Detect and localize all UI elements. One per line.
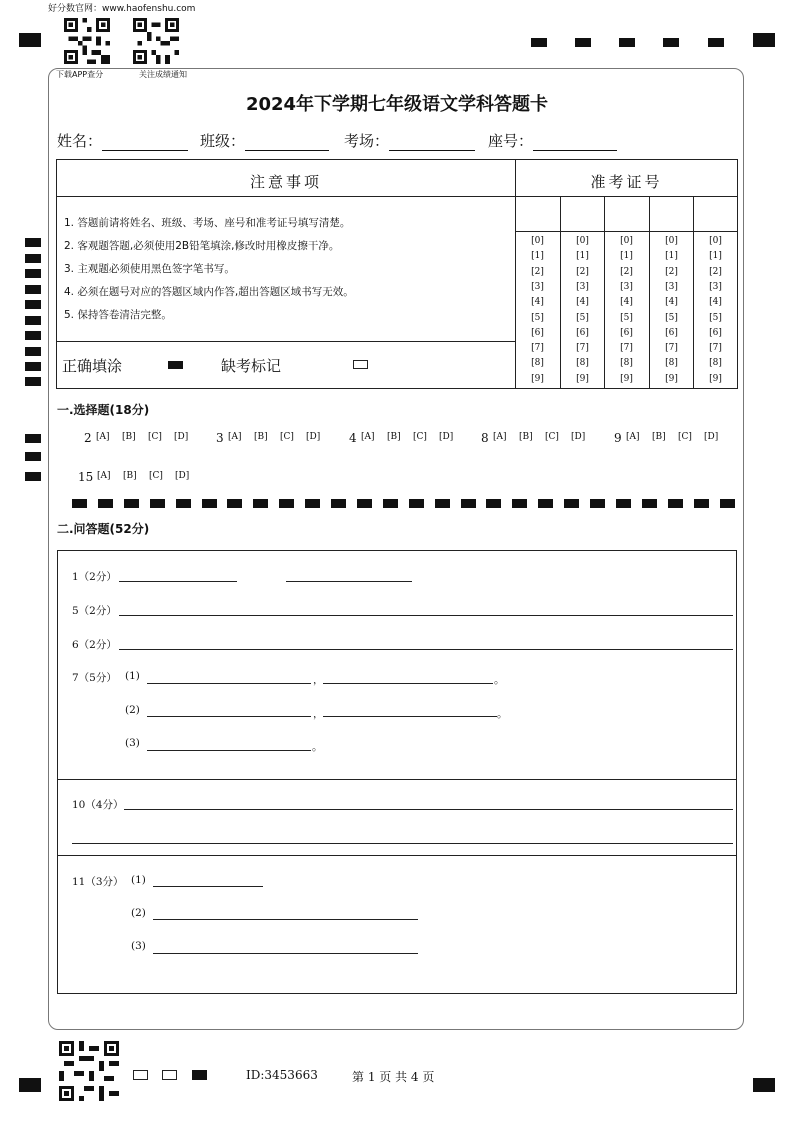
mc-question-number: 15 <box>78 470 94 484</box>
mc-option-bubble[interactable]: [B] <box>254 432 268 442</box>
exam-room-label: 考场： <box>344 132 390 150</box>
answer-line[interactable] <box>124 809 733 810</box>
question-1-label: 1（2分） <box>72 571 117 583</box>
separator-mark <box>668 499 683 508</box>
mc-question-number: 4 <box>349 431 357 445</box>
answer-box-11 <box>57 855 737 994</box>
footer-mark-empty <box>162 1070 177 1080</box>
exam-id-digit-bubble[interactable]: [8] <box>576 358 589 369</box>
separator-mark <box>253 499 268 508</box>
page-indicator: 第 1 页 共 4 页 <box>352 1070 435 1084</box>
exam-id-digit-bubble[interactable]: [4] <box>620 297 633 308</box>
exam-id-digit-bubble[interactable]: [3] <box>620 281 633 292</box>
mc-option-bubble[interactable]: [C] <box>678 432 692 442</box>
exam-id-digit-bubble[interactable]: [4] <box>576 297 589 308</box>
exam-id-digit-bubble[interactable]: [7] <box>620 343 633 354</box>
mc-option-bubble[interactable]: [D] <box>439 432 454 442</box>
separator-mark <box>98 499 113 508</box>
timing-mark <box>25 434 41 443</box>
seat-label: 座号： <box>488 132 534 150</box>
separator-mark <box>616 499 631 508</box>
exam-id-digit-bubble[interactable]: [2] <box>576 266 589 277</box>
qr-code-sheet <box>59 1041 119 1101</box>
exam-id-digit-bubble[interactable]: [7] <box>531 343 544 354</box>
corner-mark <box>19 1078 41 1092</box>
seat-field[interactable] <box>488 130 617 151</box>
timing-mark <box>25 377 41 386</box>
exam-id-digit-bubble[interactable]: [8] <box>620 358 633 369</box>
subquestion-label: (3) <box>125 737 140 749</box>
mc-option-bubble[interactable]: [A] <box>626 432 640 442</box>
exam-room-field[interactable] <box>344 130 475 151</box>
footer-mark-filled <box>192 1070 207 1080</box>
answer-line[interactable] <box>286 581 412 582</box>
separator-mark <box>435 499 450 508</box>
question-5-label: 5（2分） <box>72 605 117 617</box>
exam-id-digit-bubble[interactable]: [0] <box>620 236 633 246</box>
name-field[interactable] <box>57 130 188 151</box>
corner-mark <box>753 33 775 47</box>
class-label: 班级： <box>200 132 246 150</box>
timing-mark <box>25 300 41 309</box>
qr-caption-follow: 关注成绩通知 <box>139 70 187 79</box>
answer-line[interactable] <box>119 615 733 616</box>
timing-mark <box>708 38 724 47</box>
exam-id-digit-bubble[interactable]: [7] <box>709 343 722 354</box>
exam-id-digit-bubble[interactable]: [2] <box>620 266 633 277</box>
answer-box-10 <box>57 779 737 856</box>
exam-id-digit-bubble[interactable]: [6] <box>709 327 722 338</box>
separator-mark <box>461 499 476 508</box>
separator-mark <box>305 499 320 508</box>
timing-mark <box>575 38 591 47</box>
exam-id-digit-bubble[interactable]: [6] <box>620 327 633 338</box>
separator-mark <box>383 499 398 508</box>
exam-id-digit-bubble[interactable]: [5] <box>576 312 589 323</box>
exam-id-digit-bubble[interactable]: [6] <box>665 327 678 338</box>
separator-mark <box>564 499 579 508</box>
qr-code-download-app <box>64 18 110 64</box>
separator-mark <box>409 499 424 508</box>
separator-mark <box>176 499 191 508</box>
timing-mark <box>25 347 41 356</box>
exam-id-header: 准考证号 <box>590 173 663 191</box>
subquestion-label: (1) <box>131 874 146 886</box>
exam-id-digit-bubble[interactable]: [9] <box>531 373 544 384</box>
exam-id-digit-bubble[interactable]: [4] <box>709 297 722 308</box>
mc-question-number: 3 <box>216 431 224 445</box>
exam-id-digit-bubble[interactable]: [2] <box>531 266 544 277</box>
notice-item: 1. 答题前请将姓名、班级、考场、座号和准考证号填写清楚。 <box>64 217 351 229</box>
section1-title: 一.选择题(18分) <box>57 403 150 417</box>
exam-id-digit-bubble[interactable]: [1] <box>620 251 633 262</box>
answer-line[interactable] <box>153 886 263 887</box>
absent-mark-label: 缺考标记 <box>221 357 282 375</box>
exam-id-digit-bubble[interactable]: [3] <box>709 281 722 292</box>
separator-mark <box>538 499 553 508</box>
exam-id-digit-bubble[interactable]: [5] <box>665 312 678 323</box>
notice-item: 2. 客观题答题,必须使用2B铅笔填涂,修改时用橡皮擦干净。 <box>64 240 340 252</box>
mc-option-bubble[interactable]: [A] <box>361 432 375 442</box>
notice-item: 5. 保持答卷清洁完整。 <box>64 309 172 321</box>
timing-mark <box>25 254 41 263</box>
correct-fill-label: 正确填涂 <box>62 357 123 375</box>
answer-line[interactable] <box>147 750 311 751</box>
exam-id-digit-bubble[interactable]: [3] <box>665 281 678 292</box>
exam-id-digit-bubble[interactable]: [0] <box>531 236 544 246</box>
separator-mark <box>279 499 294 508</box>
exam-id-digit-bubble[interactable]: [1] <box>709 251 722 262</box>
exam-id-digit-bubble[interactable]: [1] <box>665 251 678 262</box>
exam-id-digit-bubble[interactable]: [7] <box>665 343 678 354</box>
mc-option-bubble[interactable]: [B] <box>652 432 666 442</box>
exam-id-digit-bubble[interactable]: [9] <box>576 373 589 384</box>
separator-mark <box>331 499 346 508</box>
mc-option-bubble[interactable]: [B] <box>122 432 136 442</box>
mc-option-bubble[interactable]: [A] <box>97 471 111 481</box>
period: 。 <box>312 741 323 753</box>
timing-mark <box>25 472 41 481</box>
corner-mark <box>19 33 41 47</box>
separator-mark <box>590 499 605 508</box>
mc-option-bubble[interactable]: [D] <box>175 471 190 481</box>
exam-id-digit-bubble[interactable]: [4] <box>665 297 678 308</box>
exam-id-digit-bubble[interactable]: [8] <box>531 358 544 369</box>
mc-option-bubble[interactable]: [C] <box>545 432 559 442</box>
exam-id-digit-bubble[interactable]: [6] <box>576 327 589 338</box>
class-field[interactable] <box>200 130 329 151</box>
timing-mark <box>25 238 41 247</box>
subquestion-label: (2) <box>125 704 140 716</box>
mc-question-number: 2 <box>84 431 92 445</box>
mc-option-bubble[interactable]: [D] <box>704 432 719 442</box>
mc-option-bubble[interactable]: [C] <box>148 432 162 442</box>
qr-code-follow-notice <box>133 18 179 64</box>
mc-option-bubble[interactable]: [C] <box>280 432 294 442</box>
timing-mark <box>619 38 635 47</box>
period: 。 <box>497 708 508 720</box>
separator-mark <box>357 499 372 508</box>
comma: ， <box>313 708 324 720</box>
footer-mark-empty <box>133 1070 148 1080</box>
exam-id-digit-bubble[interactable]: [0] <box>665 236 678 246</box>
timing-mark <box>531 38 547 47</box>
question-10-label: 10（4分） <box>72 799 124 811</box>
exam-id-digit-bubble[interactable]: [9] <box>709 373 722 384</box>
mc-option-bubble[interactable]: [B] <box>387 432 401 442</box>
timing-mark <box>25 285 41 294</box>
exam-id-digit-bubble[interactable]: [2] <box>709 266 722 277</box>
mc-option-bubble[interactable]: [B] <box>519 432 533 442</box>
question-7-label: 7（5分） <box>72 672 117 684</box>
separator-mark <box>694 499 709 508</box>
subquestion-label: (3) <box>131 940 146 952</box>
mc-option-bubble[interactable]: [A] <box>96 432 110 442</box>
exam-id-digit-bubble[interactable]: [1] <box>576 251 589 262</box>
mc-question-number: 8 <box>481 431 489 445</box>
exam-id-digit-bubble[interactable]: [5] <box>709 312 722 323</box>
correct-fill-sample <box>168 361 183 369</box>
exam-id-digit-bubble[interactable]: [9] <box>665 373 678 384</box>
mc-option-bubble[interactable]: [D] <box>174 432 189 442</box>
question-6-label: 6（2分） <box>72 639 117 651</box>
sheet-id: ID:3453663 <box>246 1068 318 1082</box>
mc-option-bubble[interactable]: [D] <box>306 432 321 442</box>
notice-item: 4. 必须在题号对应的答题区域内作答,超出答题区域书写无效。 <box>64 286 354 298</box>
mc-option-bubble[interactable]: [D] <box>571 432 586 442</box>
answer-line[interactable] <box>72 843 733 844</box>
mc-option-bubble[interactable]: [C] <box>149 471 163 481</box>
exam-id-digit-bubble[interactable]: [6] <box>531 327 544 338</box>
answer-line[interactable] <box>153 953 418 954</box>
timing-mark <box>25 452 41 461</box>
exam-id-digit-bubble[interactable]: [9] <box>620 373 633 384</box>
answer-box-1-7 <box>57 550 737 780</box>
separator-mark <box>512 499 527 508</box>
exam-id-digit-bubble[interactable]: [1] <box>531 251 544 262</box>
answer-line[interactable] <box>119 581 237 582</box>
mc-option-bubble[interactable]: [B] <box>123 471 137 481</box>
separator-mark <box>720 499 735 508</box>
subquestion-label: (2) <box>131 907 146 919</box>
question-11-label: 11（3分） <box>72 876 124 888</box>
site-url: 好分数官网：www.haofenshu.com <box>48 4 196 14</box>
answer-line[interactable] <box>323 683 493 684</box>
exam-id-digit-bubble[interactable]: [7] <box>576 343 589 354</box>
exam-id-digit-bubble[interactable]: [2] <box>665 266 678 277</box>
timing-mark <box>25 316 41 325</box>
exam-id-digit-bubble[interactable]: [4] <box>531 297 544 308</box>
answer-line[interactable] <box>119 649 733 650</box>
timing-mark <box>25 269 41 278</box>
exam-id-digit-bubble[interactable]: [8] <box>709 358 722 369</box>
answer-line[interactable] <box>323 716 497 717</box>
qr-caption-download: 下载APP查分 <box>56 70 104 79</box>
mc-option-bubble[interactable]: [A] <box>493 432 507 442</box>
separator-mark <box>642 499 657 508</box>
exam-id-digit-bubble[interactable]: [5] <box>620 312 633 323</box>
comma: ， <box>313 674 324 686</box>
separator-mark <box>124 499 139 508</box>
notice-item: 3. 主观题必须使用黑色签字笔书写。 <box>64 263 235 275</box>
timing-mark <box>25 331 41 340</box>
mc-question-number: 9 <box>614 431 622 445</box>
exam-id-digit-bubble[interactable]: [0] <box>576 236 589 246</box>
exam-id-digit-bubble[interactable]: [0] <box>709 236 722 246</box>
mc-option-bubble[interactable]: [A] <box>228 432 242 442</box>
section2-title: 二.问答题(52分) <box>57 522 150 536</box>
separator-mark <box>72 499 87 508</box>
subquestion-label: (1) <box>125 670 140 682</box>
corner-mark <box>753 1078 775 1092</box>
timing-mark <box>25 362 41 371</box>
separator-mark <box>227 499 242 508</box>
exam-id-digit-bubble[interactable]: [3] <box>531 281 544 292</box>
period: 。 <box>494 674 505 686</box>
answer-line[interactable] <box>147 683 311 684</box>
separator-mark <box>202 499 217 508</box>
name-label: 姓名： <box>57 132 103 150</box>
page-title: 2024年下学期七年级语文学科答题卡 <box>245 94 549 115</box>
exam-id-digit-bubble[interactable]: [3] <box>576 281 589 292</box>
exam-id-digit-bubble[interactable]: [5] <box>531 312 544 323</box>
absent-mark-box[interactable] <box>353 360 368 369</box>
timing-mark <box>663 38 679 47</box>
exam-id-digit-bubble[interactable]: [8] <box>665 358 678 369</box>
mc-option-bubble[interactable]: [C] <box>413 432 427 442</box>
separator-mark <box>150 499 165 508</box>
answer-line[interactable] <box>153 919 418 920</box>
notice-header: 注意事项 <box>249 173 322 191</box>
separator-mark <box>486 499 501 508</box>
answer-line[interactable] <box>147 716 311 717</box>
